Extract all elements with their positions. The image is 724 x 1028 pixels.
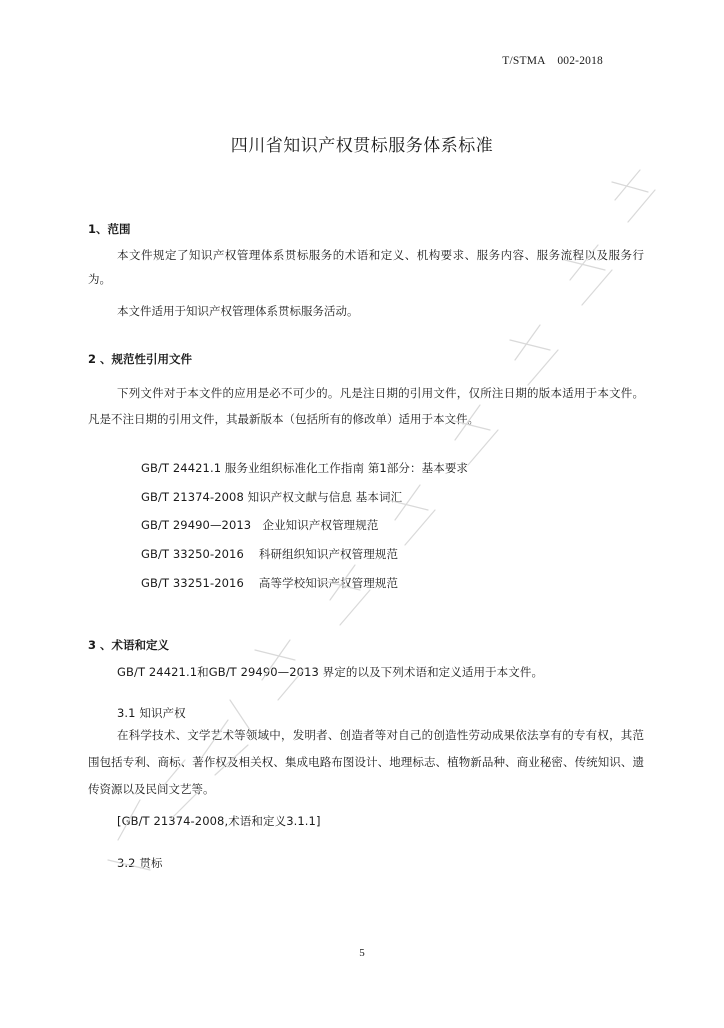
scope-paragraph-1: 本文件规定了知识产权管理体系贯标服务的术语和定义、机构要求、服务内容、服务流程以及服务行为。	[88, 248, 644, 286]
page-number: 5	[359, 947, 365, 959]
document-title: 四川省知识产权贯标服务体系标准	[230, 136, 494, 156]
term-source: [GB/T 21374-2008,术语和定义3.1.1]	[117, 814, 321, 828]
references-paragraph: 下列文件对于本文件的应用是必不可少的。凡是注日期的引用文件，仅所注日期的版本适用于本文件。凡是不注日期的引用文件，其最新版本（包括所有的修改单）适用于本文件。	[88, 386, 644, 426]
section-heading-terms: 3 、术语和定义	[88, 638, 170, 652]
reference-item: GB/T 33250-2016 科研组织知识产权管理规范	[141, 547, 399, 561]
section-heading-normative-references: 2 、规范性引用文件	[88, 352, 193, 366]
section-heading-scope: 1、范围	[88, 222, 131, 236]
reference-item: GB/T 29490—2013 企业知识产权管理规范	[141, 518, 379, 532]
reference-item: GB/T 24421.1 服务业组织标准化工作指南 第1部分：基本要求	[141, 461, 469, 475]
standard-code: T/STMA 002-2018	[502, 55, 603, 67]
scope-paragraph-2: 本文件适用于知识产权管理体系贯标服务活动。	[117, 304, 359, 318]
reference-item: GB/T 21374-2008 知识产权文献与信息 基本词汇	[141, 490, 403, 504]
term-title: 3.1 知识产权	[117, 706, 186, 720]
term-title: 3.2 贯标	[117, 856, 163, 870]
reference-item: GB/T 33251-2016 高等学校知识产权管理规范	[141, 576, 399, 590]
terms-intro: GB/T 24421.1和GB/T 29490—2013 界定的以及下列术语和定义适用于本文件。	[117, 665, 544, 679]
term-definition: 在科学技术、文学艺术等领域中，发明者、创造者等对自己的创造性劳动成果依法享有的专有权，其范围包括专利、商标、著作权及相关权、集成电路布图设计、地理标志、植物新品种、商业秘密、传统知识、遗传资源以及民间文艺等。	[88, 728, 644, 796]
